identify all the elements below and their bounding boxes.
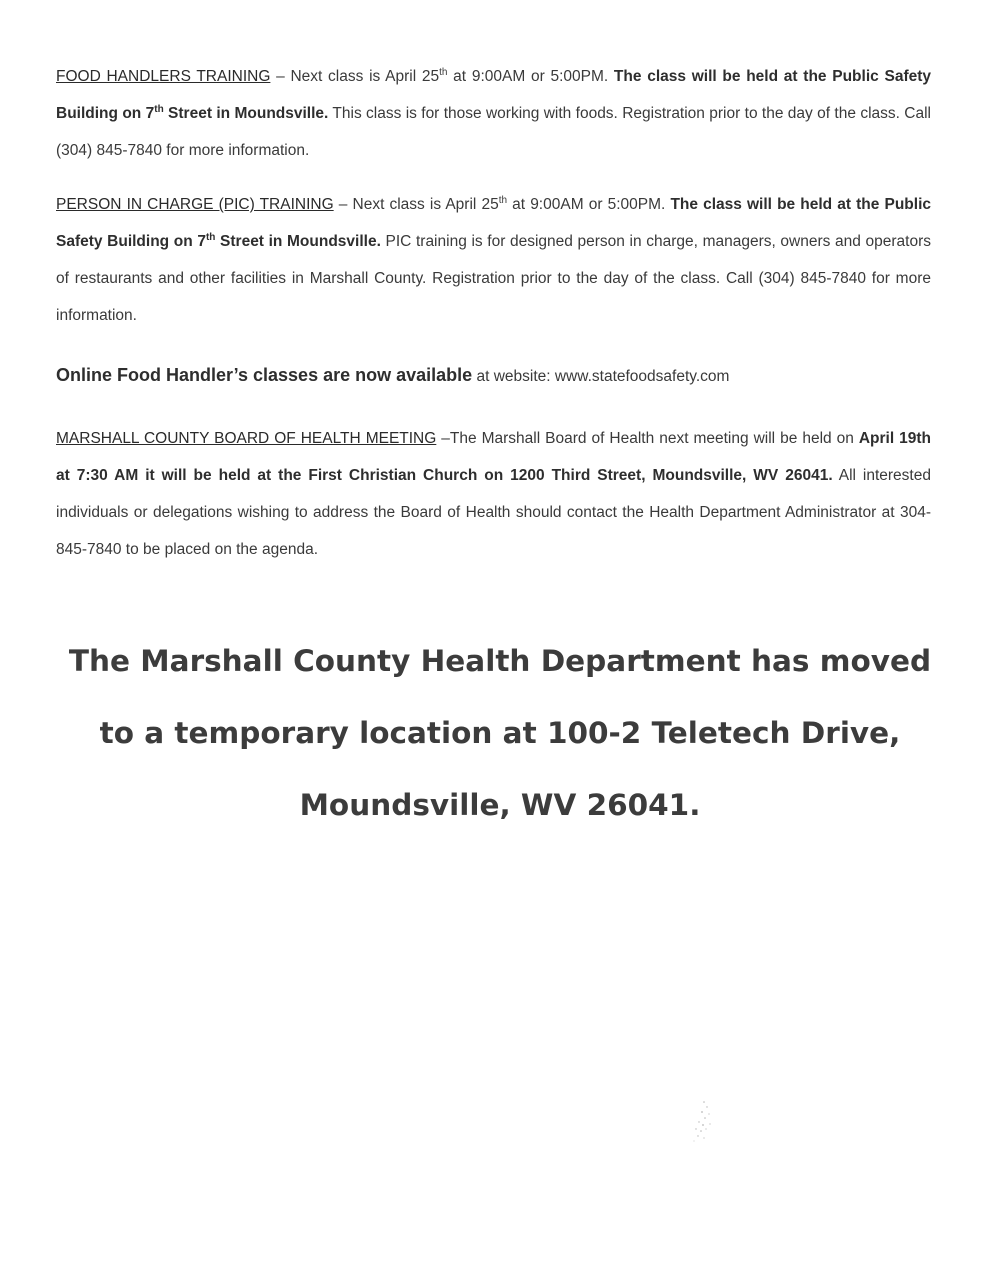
food-handlers-dash: –	[270, 68, 291, 85]
online-classes-paragraph	[56, 357, 931, 395]
pic-training-time-text: at 9:00AM or 5:00PM.	[507, 196, 671, 213]
pic-training-heading: PERSON IN CHARGE (PIC) TRAINING	[56, 196, 334, 213]
relocation-notice-line-3: Moundsville, WV 26041.	[299, 788, 701, 822]
board-meeting-intro-text: The Marshall Board of Health next meeting will be held on	[449, 430, 859, 447]
relocation-notice-line-2: to a temporary location at 100-2 Teletech Drive,	[99, 716, 901, 750]
online-classes-website-text: at website: www.statefoodsafety.com	[472, 368, 730, 385]
relocation-notice-line-1: The Marshall County Health Department has moved	[68, 644, 932, 678]
food-handlers-details-text: This class is for those working with foods. Registration prior to the day of the class. Call (304) 845-7840 for more information.	[56, 105, 932, 159]
food-handlers-location-bold: The class will be held at the Public Safety Building on 7	[56, 68, 932, 122]
online-classes-bold: Online Food Handler’s classes are now available	[56, 365, 473, 385]
pic-training-location-bold-end: Street in Moundsville.	[215, 233, 381, 250]
food-handlers-location-sup: th	[154, 103, 164, 115]
food-handlers-date-sup: th	[439, 66, 448, 78]
board-meeting-dash: –	[436, 430, 450, 447]
pic-training-paragraph	[56, 186, 931, 334]
food-handlers-date-text: Next class is April 25	[290, 68, 440, 85]
pic-training-location-bold: The class will be held at the Public Safety Building on 7	[56, 196, 932, 250]
food-handlers-location-bold-end: Street in Moundsville.	[163, 105, 329, 122]
board-meeting-paragraph	[56, 420, 931, 568]
pic-training-date-text: Next class is April 25	[352, 196, 499, 213]
food-handlers-heading: FOOD HANDLERS TRAINING	[56, 68, 271, 85]
pic-training-date-sup: th	[498, 194, 508, 206]
scan-speckle-mark	[690, 1098, 724, 1146]
board-meeting-contact-text: All interested individuals or delegations wishing to address the Board of Health should contact the Health Department Administrator at 304-845-7840 to be placed on the agenda.	[56, 467, 931, 558]
food-handlers-paragraph	[56, 58, 931, 169]
board-meeting-details-bold: April 19th at 7:30 AM it will be held at the First Christian Church on 1200 Third Street, Moundsville, WV 26041.	[56, 430, 932, 484]
relocation-notice	[40, 625, 960, 841]
pic-training-location-sup: th	[205, 231, 216, 243]
food-handlers-time-text: at 9:00AM or 5:00PM.	[447, 68, 614, 85]
board-meeting-heading: MARSHALL COUNTY BOARD OF HEALTH MEETING	[56, 430, 437, 447]
pic-training-dash: –	[333, 196, 353, 213]
pic-training-details-text: PIC training is for designed person in charge, managers, owners and operators of restaurants and other facilities in Marshall County. Registration prior to the day of the class. Call (304) 845-7840 for more information.	[56, 233, 931, 324]
